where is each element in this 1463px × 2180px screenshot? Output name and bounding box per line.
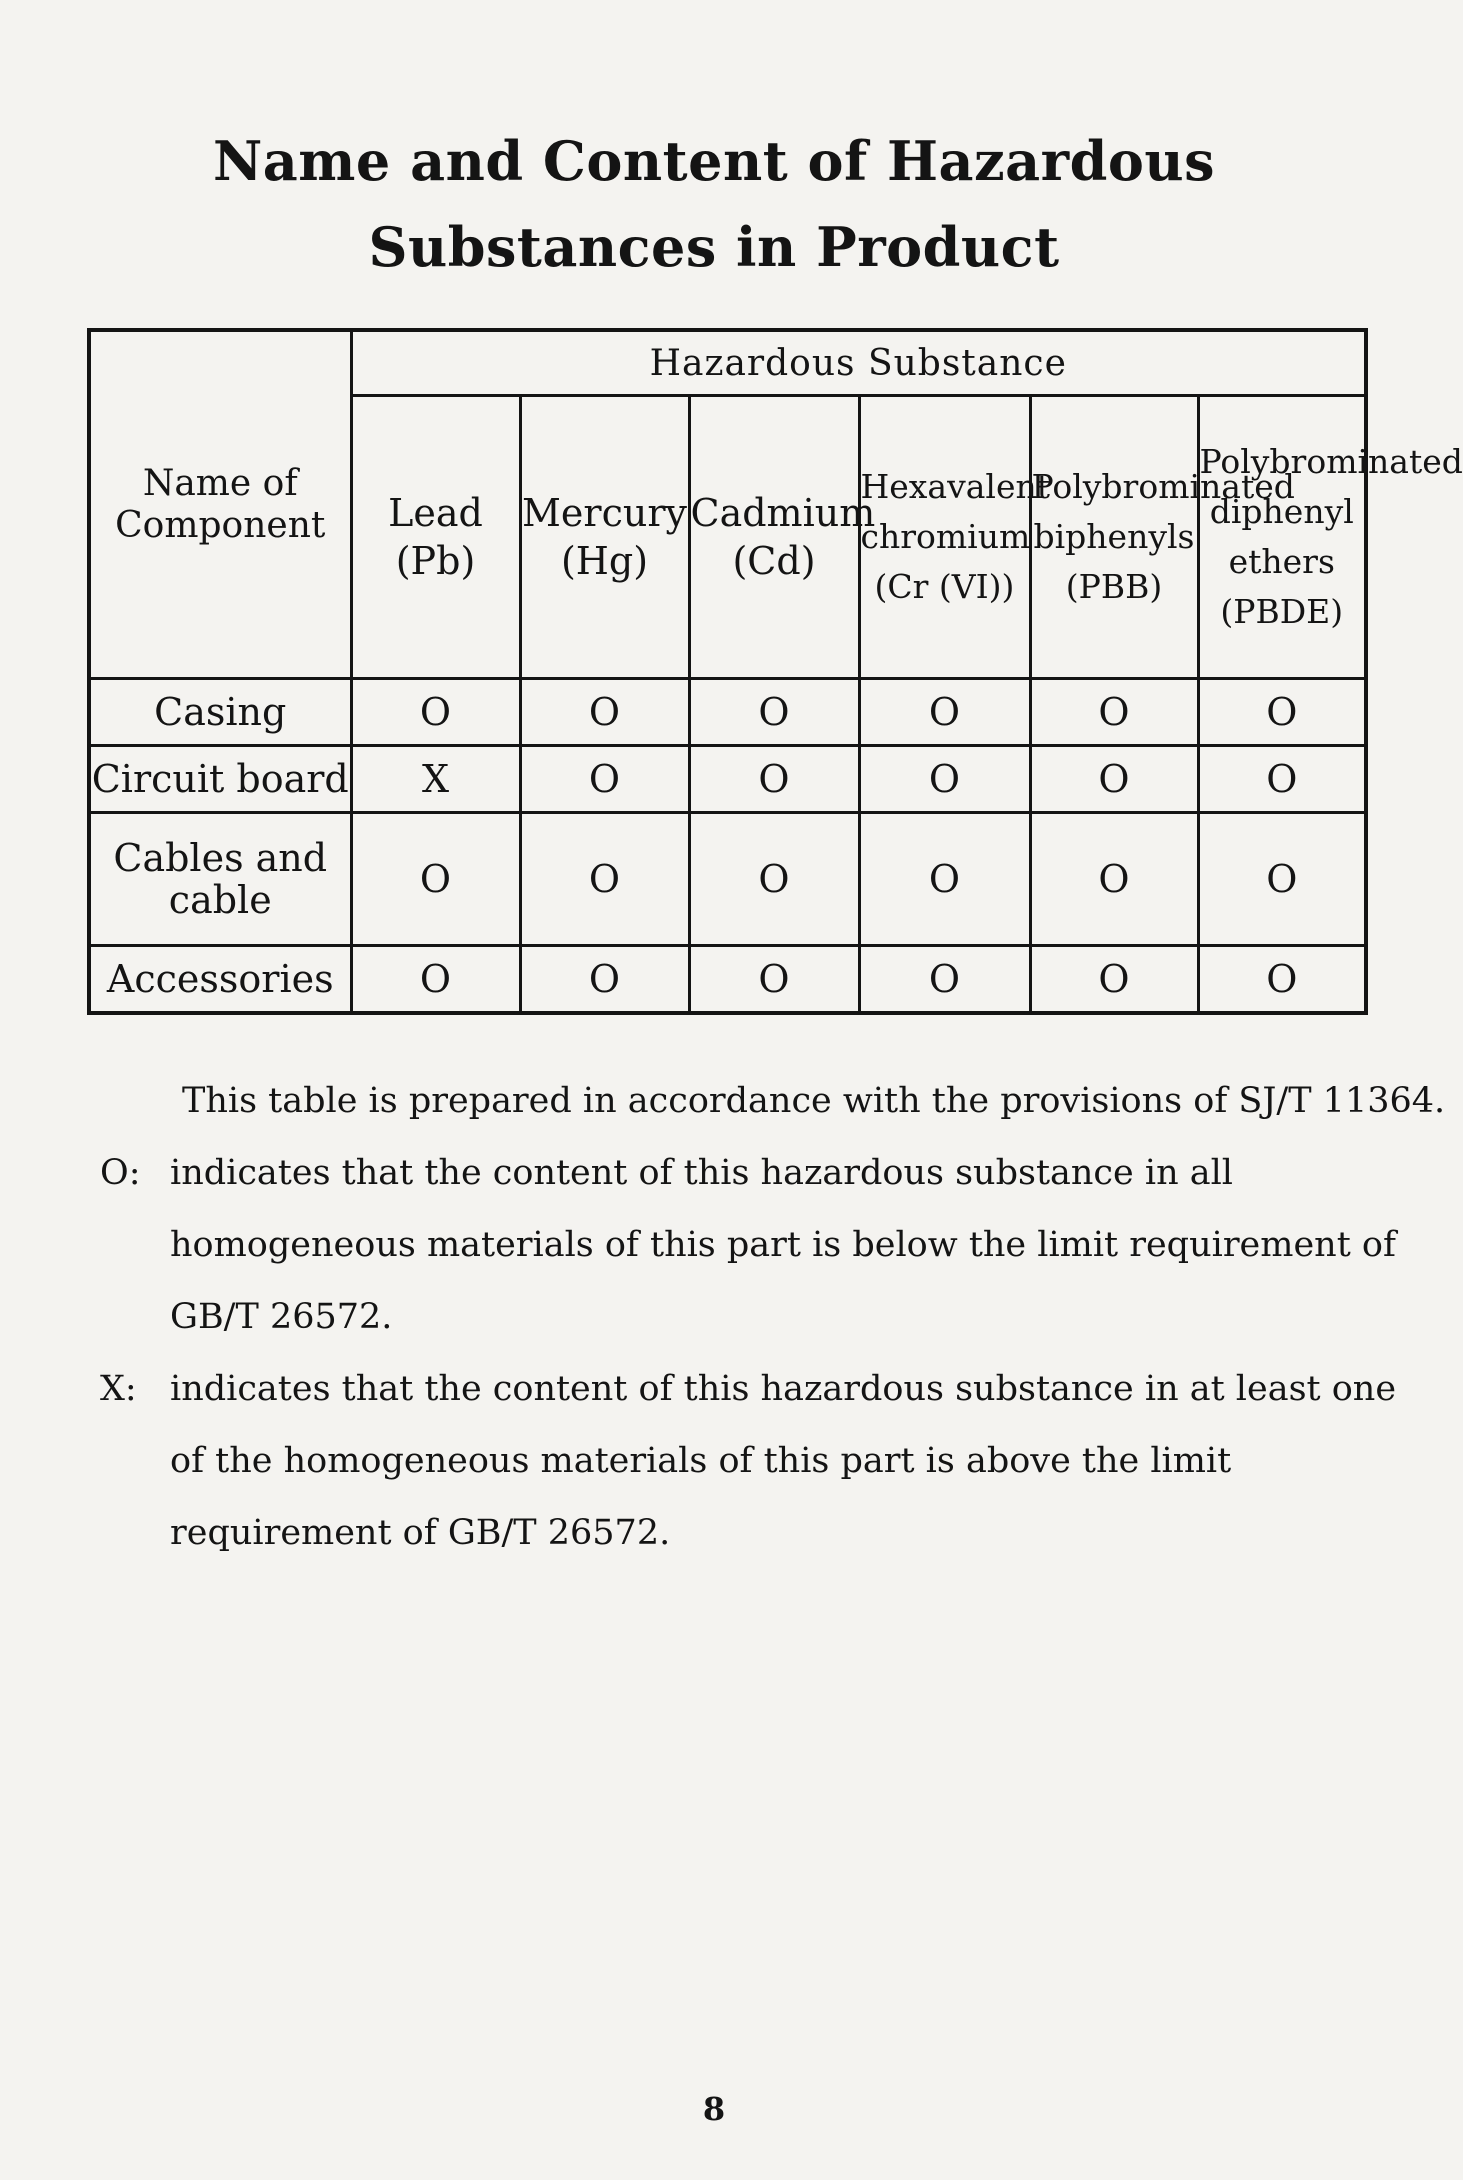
substance-mark: O: [520, 813, 689, 946]
substance-name: Mercury: [522, 491, 687, 535]
note-x-key: X:: [100, 1369, 137, 1409]
substance-symbol: (Hg): [560, 539, 649, 583]
substance-mark: O: [1198, 946, 1366, 1014]
substance-mark: O: [1030, 946, 1198, 1014]
note-o: [100, 1137, 1400, 1353]
page-title-line-1: Name and Content of Hazardous: [212, 129, 1216, 193]
table-row: [89, 746, 1366, 813]
substance-symbol: (PBDE): [1220, 592, 1344, 631]
substance-mark: O: [351, 813, 520, 946]
page-number: 8: [702, 2090, 726, 2128]
substance-mark: O: [859, 746, 1030, 813]
substance-name: Cadmium: [690, 491, 876, 535]
component-name: Cables and cable: [89, 813, 351, 946]
substance-mark: X: [351, 746, 520, 813]
substance-mark: O: [520, 746, 689, 813]
substance-header-cadmium: [689, 396, 876, 679]
hazardous-substance-group-header: Hazardous Substance: [351, 330, 1366, 396]
substance-mark: O: [859, 679, 1030, 746]
note-o-text: indicates that the content of this hazardous substance in all homogeneous materials of this part is below the limit requirement of GB/T 26572.: [170, 1153, 1396, 1337]
component-column-header: Name of Component: [89, 330, 351, 679]
substance-mark: O: [689, 746, 859, 813]
substance-mark: O: [520, 679, 689, 746]
note-x-text: indicates that the content of this hazardous substance in at least one of the homogeneous materials of this part is above the limit requirement of GB/T 26572.: [170, 1369, 1397, 1553]
substance-header-pbde: [1198, 396, 1463, 679]
page-title: [0, 118, 1428, 290]
substance-name: Polybrominated diphenyl ethers: [1199, 442, 1463, 581]
substance-mark: O: [1198, 746, 1366, 813]
page-title-line-2: Substances in Product: [368, 215, 1060, 279]
table-notes: [100, 1065, 1446, 1569]
table-row: [89, 946, 1366, 1014]
substance-mark: O: [520, 946, 689, 1014]
note-x: [100, 1353, 1400, 1569]
substance-mark: O: [1030, 746, 1198, 813]
substance-mark: O: [859, 813, 1030, 946]
substance-symbol: (Cr (VI)): [874, 567, 1015, 606]
substance-name: Lead: [388, 491, 483, 535]
table-row: [89, 679, 1366, 746]
substance-mark: O: [689, 679, 859, 746]
substance-name: Polybrominated biphenyls: [1031, 467, 1295, 556]
substance-mark: O: [689, 813, 859, 946]
substance-name: Hexavalent chromium: [860, 467, 1051, 556]
component-name: Casing: [89, 679, 351, 746]
hazardous-substances-table: [87, 328, 1463, 1015]
substance-mark: O: [859, 946, 1030, 1014]
substance-symbol: (Pb): [395, 539, 476, 583]
substance-mark: O: [351, 946, 520, 1014]
note-o-key: O:: [100, 1153, 141, 1193]
substance-mark: O: [1198, 813, 1366, 946]
substance-header-hexavalent-chromium: [859, 396, 1051, 679]
substance-header-mercury: [520, 396, 689, 679]
substance-mark: O: [689, 946, 859, 1014]
substance-symbol: (PBB): [1065, 567, 1163, 606]
table-row: [89, 813, 1366, 946]
substance-symbol: (Cd): [732, 539, 816, 583]
component-name: Accessories: [89, 946, 351, 1014]
notes-intro: This table is prepared in accordance with the provisions of SJ/T 11364.: [182, 1081, 1446, 1121]
substance-mark: O: [1198, 679, 1366, 746]
substance-mark: O: [1030, 679, 1198, 746]
substance-mark: O: [1030, 813, 1198, 946]
component-name: Circuit board: [89, 746, 351, 813]
substance-mark: O: [351, 679, 520, 746]
substance-header-lead: [351, 396, 520, 679]
